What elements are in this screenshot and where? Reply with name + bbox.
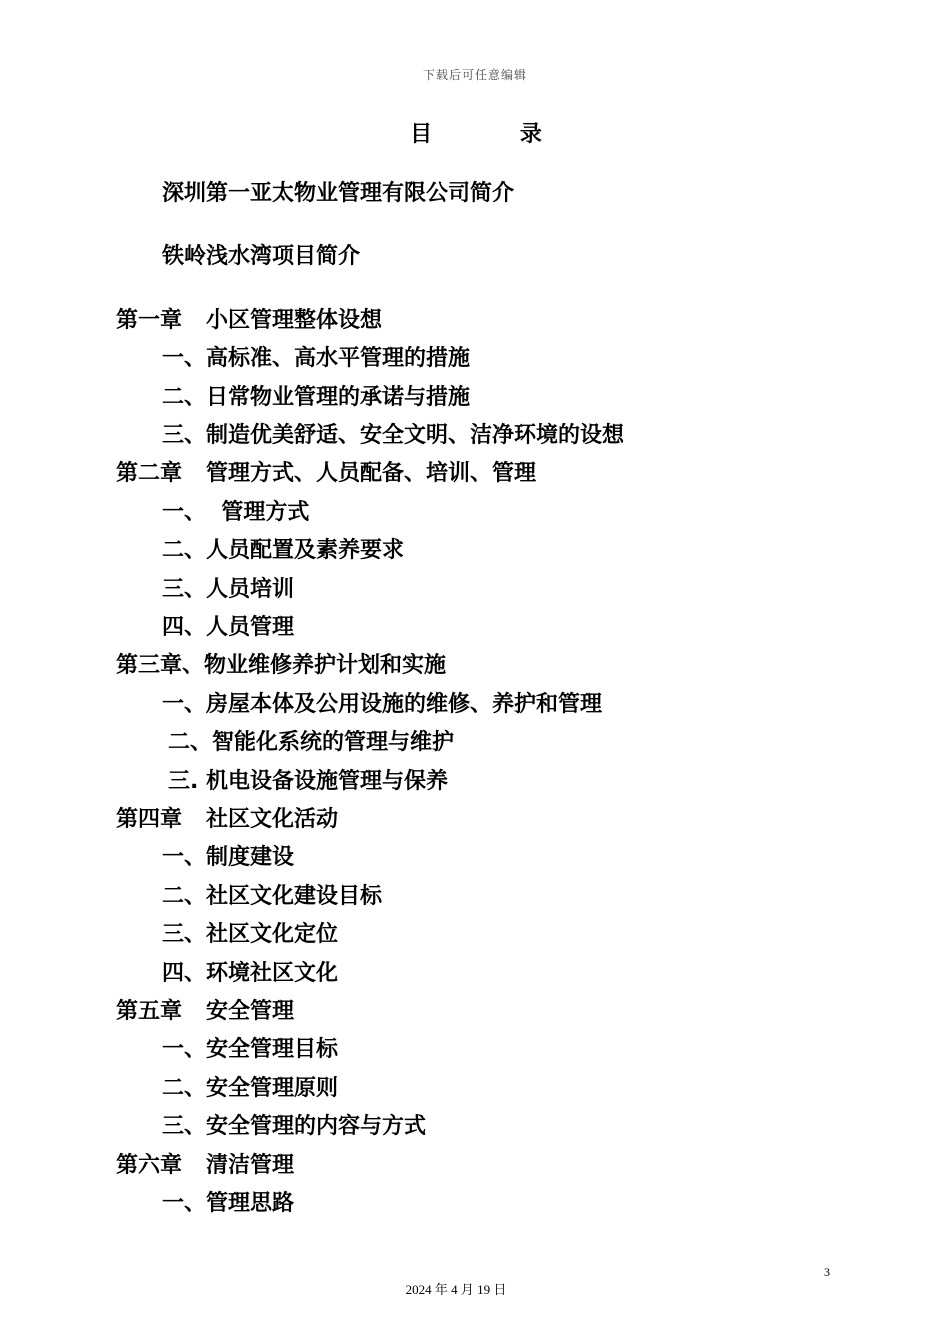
chapter-title: 管理方式、人员配备、培训、管理 — [206, 461, 537, 486]
toc-chapter-6 — [116, 1152, 294, 1180]
toc-chapter-4 — [116, 806, 338, 834]
toc-section: 四、环境社区文化 — [162, 961, 339, 986]
toc-chapter-5 — [116, 998, 294, 1026]
toc-section: 二、安全管理原则 — [162, 1076, 339, 1101]
chapter-title: 安全管理 — [206, 999, 295, 1024]
chapter-title: 社区文化活动 — [206, 807, 339, 832]
page-number: 3 — [824, 1265, 830, 1279]
chapter-number: 第六章 — [116, 1153, 183, 1178]
toc-intro-company: 深圳第一亚太物业管理有限公司简介 — [162, 181, 515, 206]
toc-section: 四、人员管理 — [162, 615, 295, 640]
chapter-number: 第五章 — [116, 999, 183, 1024]
toc-section: 一、安全管理目标 — [162, 1037, 339, 1062]
toc-section: 一、房屋本体及公用设施的维修、养护和管理 — [162, 692, 603, 717]
toc-chapter-1 — [116, 307, 382, 335]
toc-section: 三、社区文化定位 — [162, 922, 339, 947]
chapter-number: 第一章 — [116, 308, 183, 333]
toc-section: 二、智能化系统的管理与维护 — [168, 730, 455, 755]
chapter-title: 清洁管理 — [206, 1153, 295, 1178]
toc-chapter-3: 第三章、物业维修养护计划和实施 — [116, 653, 447, 678]
page-header-text: 下载后可任意编辑 — [422, 68, 527, 82]
toc-chapter-2 — [116, 460, 536, 488]
toc-section: 一、高标准、高水平管理的措施 — [162, 346, 471, 371]
chapter-number: 第四章 — [116, 807, 183, 832]
page-footer-date: 2024 年 4 月 19 日 — [405, 1282, 507, 1297]
chapter-number: 第二章 — [116, 461, 183, 486]
toc-section: 一、管理思路 — [162, 1191, 295, 1216]
toc-intro-project: 铁岭浅水湾项目简介 — [162, 244, 361, 269]
toc-section: 二、人员配置及素养要求 — [162, 538, 405, 563]
toc-section: 三. 机电设备设施管理与保养 — [168, 769, 449, 794]
toc-section: 二、社区文化建设目标 — [162, 884, 383, 909]
toc-section: 一、 管理方式 — [162, 500, 310, 525]
chapter-title: 小区管理整体设想 — [206, 308, 383, 333]
toc-title: 目 录 — [410, 122, 582, 147]
toc-section: 三、制造优美舒适、安全文明、洁净环境的设想 — [162, 423, 625, 448]
toc-section: 三、人员培训 — [162, 577, 295, 602]
toc-section: 二、日常物业管理的承诺与措施 — [162, 385, 471, 410]
toc-section: 一、制度建设 — [162, 845, 295, 870]
toc-section: 三、安全管理的内容与方式 — [162, 1114, 427, 1139]
